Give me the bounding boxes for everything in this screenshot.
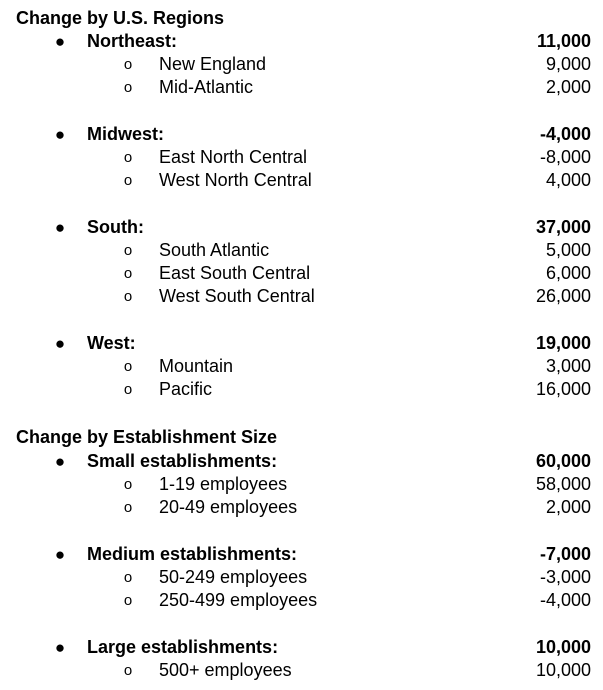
sub-row-1-19 [0,473,603,496]
sub-value: 9,000 [545,54,591,74]
circle-bullet-icon: o [123,172,133,189]
group-value: -4,000 [539,124,591,144]
circle-bullet-icon: o [123,79,133,96]
group-value: 37,000 [535,217,591,237]
group-row-west [0,332,603,355]
group-row-northeast [0,30,603,53]
sub-label: New England [159,54,267,74]
sub-row-250-499 [0,589,603,612]
sub-label: 500+ employees [159,660,292,680]
sub-label: West South Central [159,286,315,306]
group-label: Northeast: [87,31,178,51]
sub-label: 1-19 employees [159,474,288,494]
sub-row-pacific [0,378,603,401]
bullet-icon: ● [54,125,66,144]
sub-row-east-south-central [0,262,603,285]
sub-label: East South Central [159,263,311,283]
group-value: 60,000 [535,451,591,471]
sub-row-50-249 [0,566,603,589]
sub-value: 2,000 [545,77,591,97]
circle-bullet-icon: o [123,265,133,282]
group-row-large [0,636,603,659]
sub-label: Mountain [159,356,234,376]
bullet-icon: ● [54,545,66,564]
circle-bullet-icon: o [123,569,133,586]
regions-section-title: Change by U.S. Regions [16,8,225,28]
group-label: Midwest: [87,124,165,144]
group-value: 11,000 [536,31,591,51]
circle-bullet-icon: o [123,381,133,398]
group-label: South: [87,217,144,237]
sub-row-east-north-central [0,146,603,169]
group-value: 19,000 [535,333,591,353]
sub-label: East North Central [159,147,308,167]
sub-row-mountain [0,355,603,378]
sub-row-500-plus [0,659,603,682]
group-row-medium [0,543,603,566]
sub-row-mid-atlantic [0,76,603,99]
sub-row-20-49 [0,496,603,519]
circle-bullet-icon: o [123,56,133,73]
circle-bullet-icon: o [123,592,133,609]
sub-label: South Atlantic [159,240,270,260]
circle-bullet-icon: o [123,499,133,516]
sizes-section-title: Change by Establishment Size [16,427,278,447]
sub-value: 26,000 [535,286,591,306]
group-label: Small establishments: [87,451,278,471]
circle-bullet-icon: o [123,358,133,375]
bullet-icon: ● [54,452,66,471]
sub-label: Pacific [159,379,213,399]
sub-row-south-atlantic [0,239,603,262]
group-row-south [0,216,603,239]
sub-label: 250-499 employees [159,590,318,610]
sub-value: 6,000 [545,263,591,283]
bullet-icon: ● [54,334,66,353]
sub-label: West North Central [159,170,312,190]
group-value: -7,000 [539,544,591,564]
sub-row-west-south-central [0,285,603,308]
circle-bullet-icon: o [123,476,133,493]
group-value: 10,000 [535,637,591,657]
sub-value: 5,000 [545,240,591,260]
group-label: West: [87,333,136,353]
sub-label: 50-249 employees [159,567,308,587]
circle-bullet-icon: o [123,288,133,305]
circle-bullet-icon: o [123,662,133,679]
circle-bullet-icon: o [123,149,133,166]
sub-value: 58,000 [535,474,591,494]
group-row-midwest [0,123,603,146]
sub-value: -3,000 [539,567,591,587]
sub-value: -8,000 [539,147,591,167]
sub-value: 3,000 [545,356,591,376]
sub-label: Mid-Atlantic [159,77,254,97]
sub-value: -4,000 [539,590,591,610]
sub-label: 20-49 employees [159,497,298,517]
bullet-icon: ● [54,32,66,51]
sub-value: 2,000 [545,497,591,517]
sub-row-new-england [0,53,603,76]
bullet-icon: ● [54,638,66,657]
circle-bullet-icon: o [123,242,133,259]
group-row-small [0,450,603,473]
sub-value: 16,000 [535,379,591,399]
group-label: Large establishments: [87,637,279,657]
sub-value: 4,000 [545,170,591,190]
group-label: Medium establishments: [87,544,298,564]
bullet-icon: ● [54,218,66,237]
sub-value: 10,000 [535,660,591,680]
sub-row-west-north-central [0,169,603,192]
